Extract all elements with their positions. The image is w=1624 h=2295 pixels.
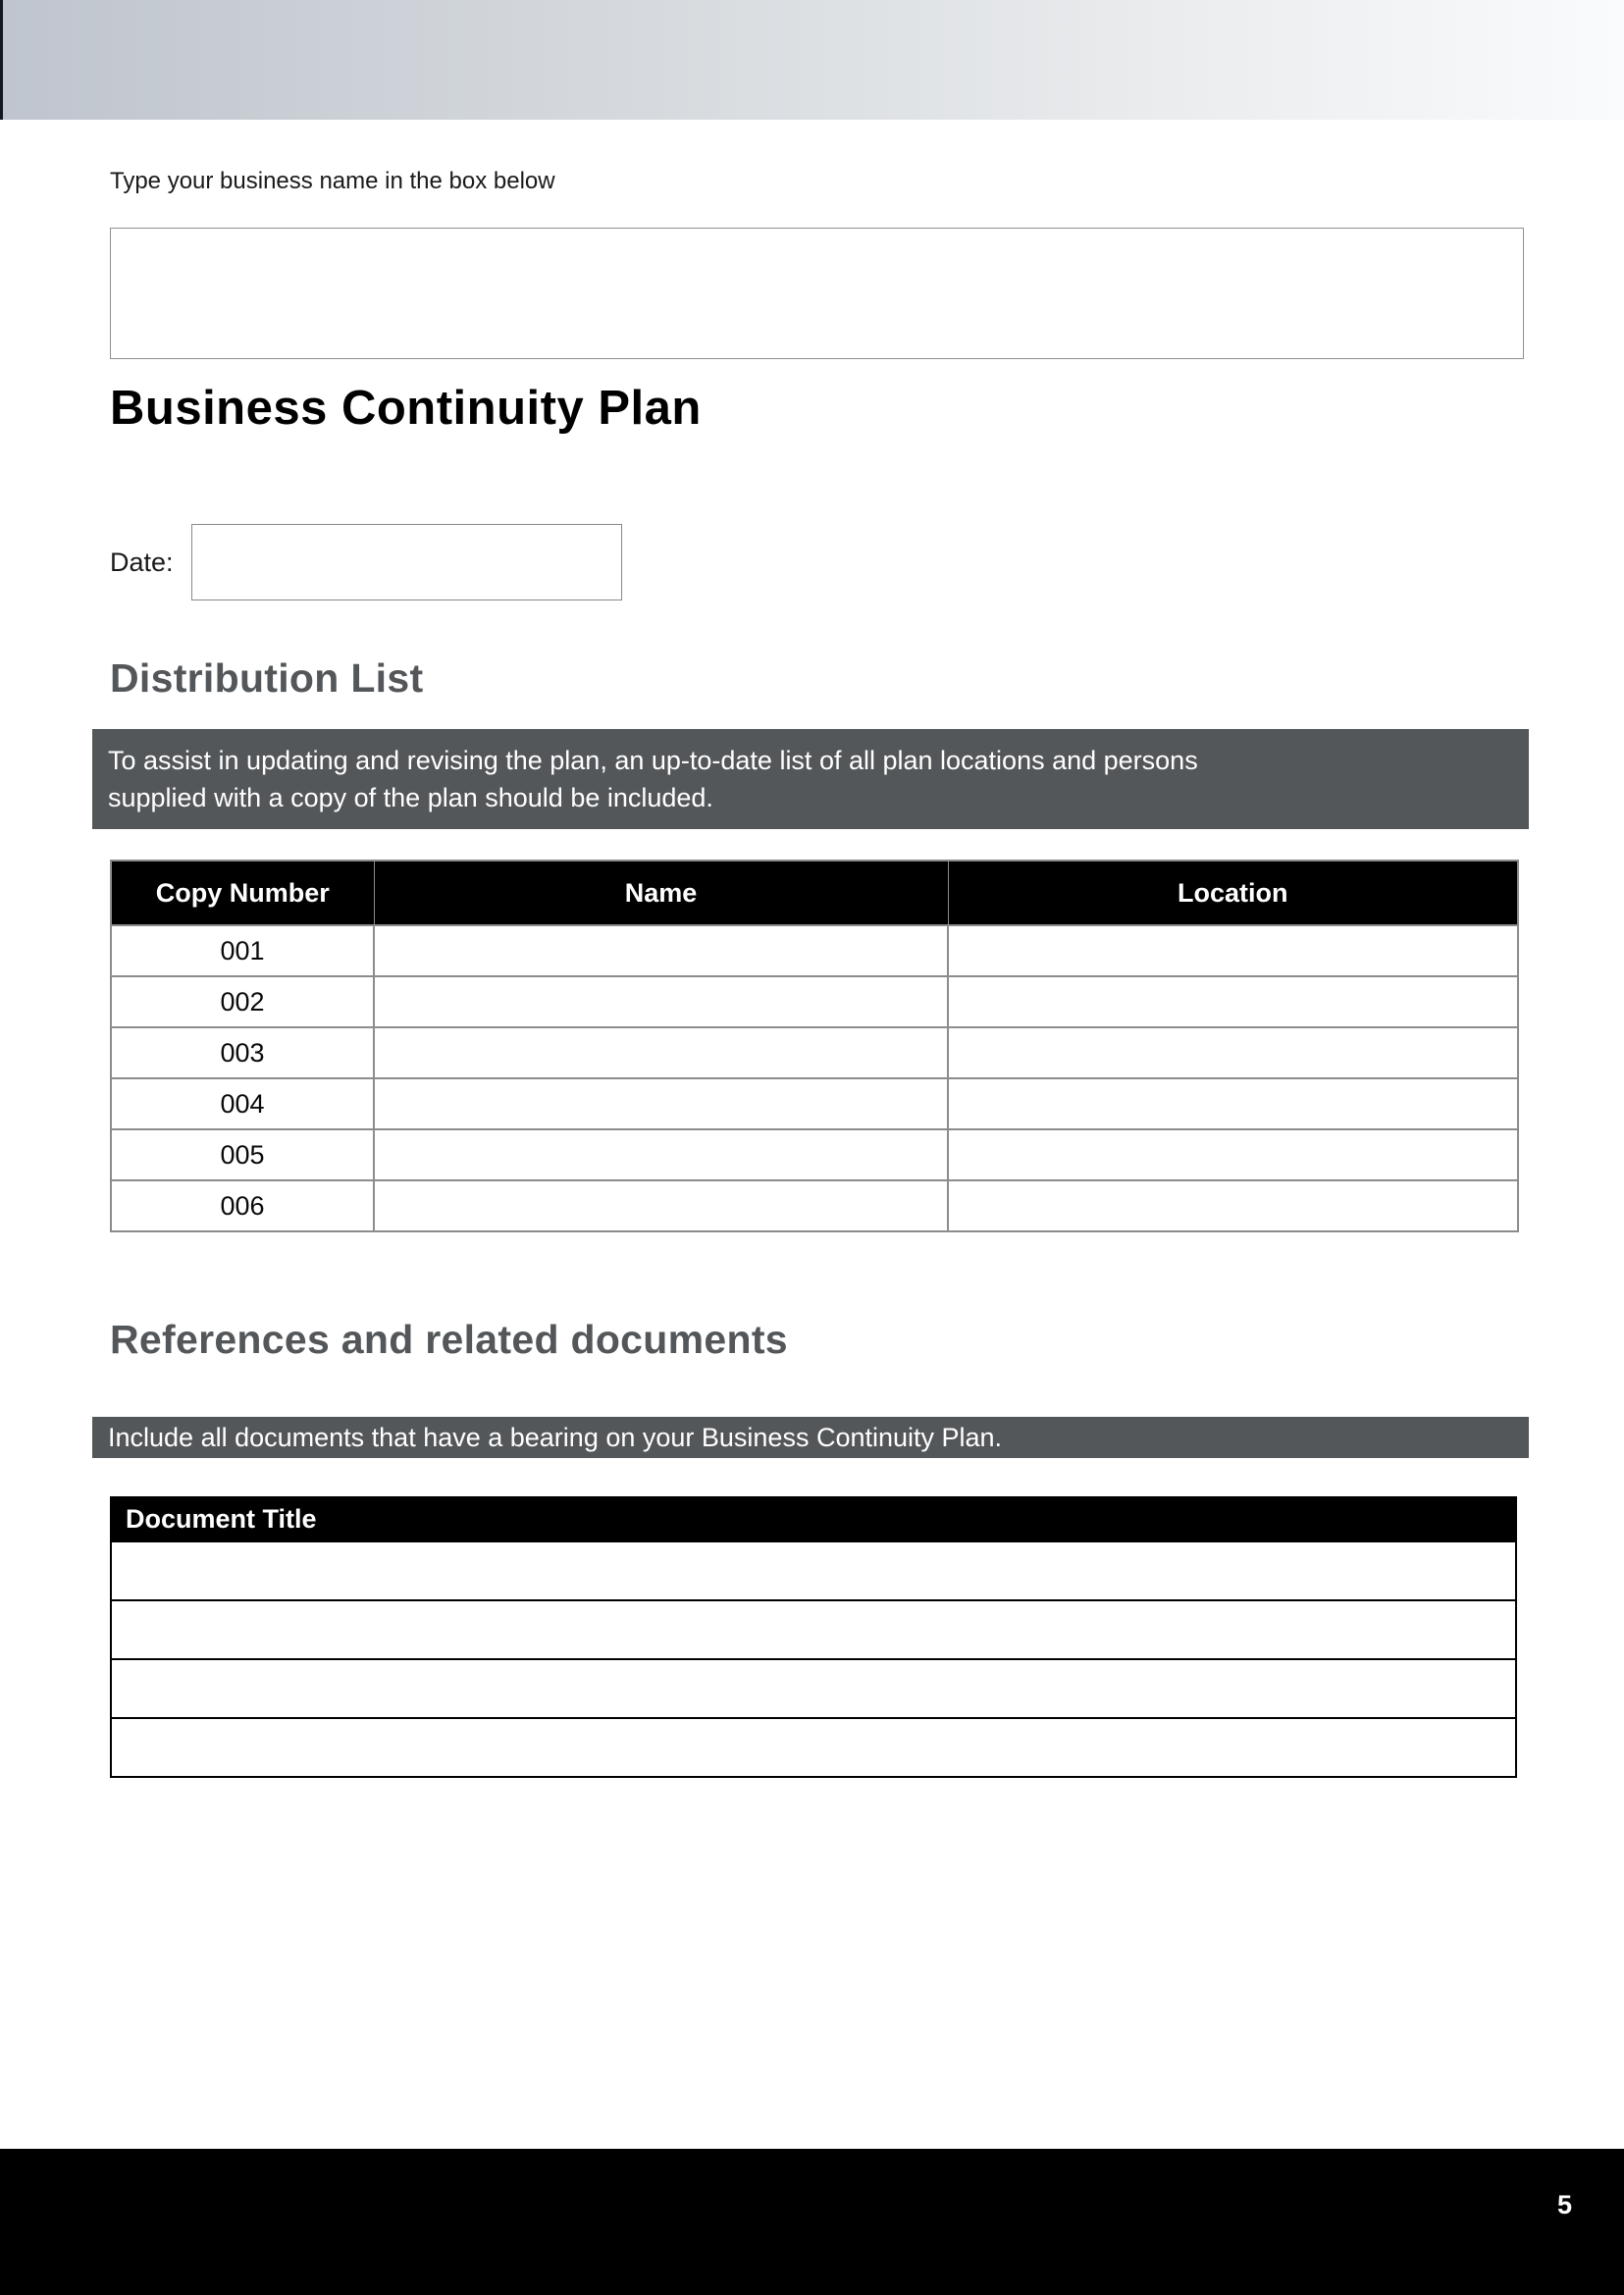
distribution-note-line-2: supplied with a copy of the plan should be included. — [108, 783, 713, 812]
page-title: Business Continuity Plan — [110, 382, 702, 435]
copy-number-cell: 004 — [111, 1078, 374, 1129]
column-header-name: Name — [374, 861, 948, 925]
table-row — [111, 1129, 1518, 1180]
table-row — [111, 1027, 1518, 1078]
name-cell[interactable] — [374, 1078, 948, 1129]
page-footer — [0, 2149, 1624, 2295]
distribution-table — [110, 860, 1519, 1232]
table-row — [111, 1541, 1516, 1600]
copy-number-cell: 005 — [111, 1129, 374, 1180]
table-row — [111, 1659, 1516, 1718]
copy-number-cell: 006 — [111, 1180, 374, 1231]
column-header-location: Location — [948, 861, 1518, 925]
copy-number-cell: 002 — [111, 976, 374, 1027]
name-cell[interactable] — [374, 925, 948, 976]
document-title-cell[interactable] — [111, 1600, 1516, 1659]
document-title-cell[interactable] — [111, 1718, 1516, 1777]
name-cell[interactable] — [374, 1129, 948, 1180]
distribution-table-header-row — [111, 861, 1518, 925]
location-cell[interactable] — [948, 976, 1518, 1027]
location-cell[interactable] — [948, 925, 1518, 976]
table-row — [111, 1078, 1518, 1129]
name-cell[interactable] — [374, 1180, 948, 1231]
date-input[interactable] — [191, 524, 622, 600]
table-row — [111, 976, 1518, 1027]
name-cell[interactable] — [374, 1027, 948, 1078]
documents-table — [110, 1496, 1517, 1778]
location-cell[interactable] — [948, 1078, 1518, 1129]
business-name-prompt: Type your business name in the box below — [110, 168, 555, 194]
location-cell[interactable] — [948, 1027, 1518, 1078]
document-title-cell[interactable] — [111, 1659, 1516, 1718]
references-note: Include all documents that have a bearing on your Business Continuity Plan. — [92, 1417, 1529, 1458]
name-cell[interactable] — [374, 976, 948, 1027]
page-number: 5 — [1556, 2190, 1572, 2219]
location-cell[interactable] — [948, 1129, 1518, 1180]
distribution-list-heading: Distribution List — [110, 655, 424, 701]
copy-number-cell: 003 — [111, 1027, 374, 1078]
business-name-input[interactable] — [110, 228, 1524, 359]
documents-table-header-row — [111, 1497, 1516, 1541]
table-row — [111, 925, 1518, 976]
distribution-note — [92, 729, 1529, 829]
location-cell[interactable] — [948, 1180, 1518, 1231]
document-title-cell[interactable] — [111, 1541, 1516, 1600]
column-header-document-title: Document Title — [111, 1497, 1516, 1541]
date-label: Date: — [110, 547, 174, 577]
column-header-copy-number: Copy Number — [111, 861, 374, 925]
header-gradient-banner — [0, 0, 1624, 120]
references-heading: References and related documents — [110, 1317, 788, 1362]
table-row — [111, 1600, 1516, 1659]
table-row — [111, 1718, 1516, 1777]
date-row — [110, 524, 1624, 600]
copy-number-cell: 001 — [111, 925, 374, 976]
distribution-note-line-1: To assist in updating and revising the plan, an up-to-date list of all plan locations and persons — [108, 746, 1198, 775]
table-row — [111, 1180, 1518, 1231]
